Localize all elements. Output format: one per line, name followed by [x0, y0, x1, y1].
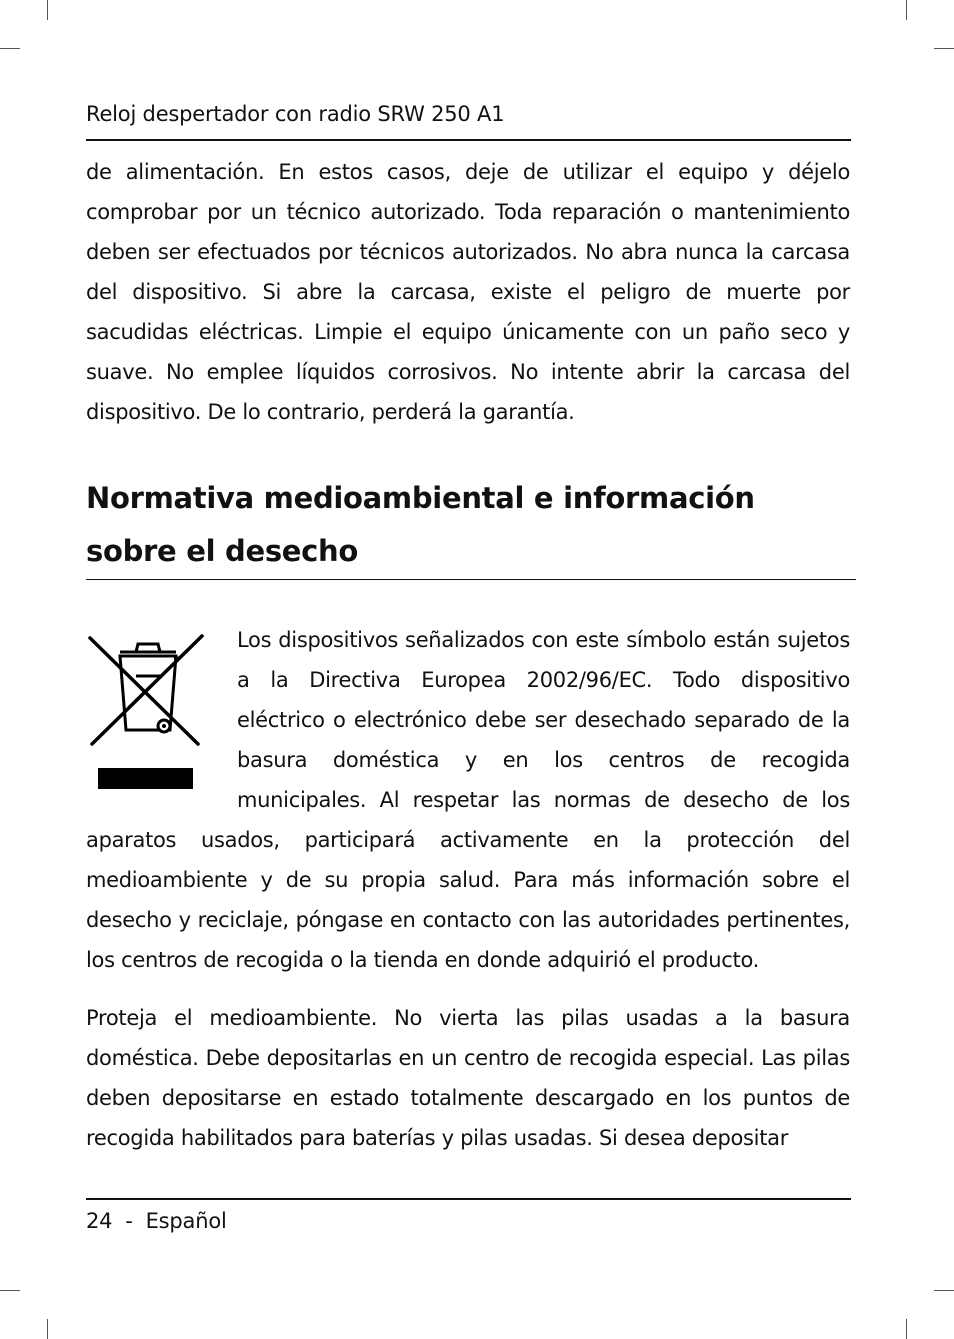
section-heading: Normativa medioambiental e información sobre el desecho	[86, 481, 755, 568]
crop-mark	[906, 0, 907, 20]
header-rule	[86, 139, 851, 141]
disposal-paragraph-text: Los dispositivos señalizados con este símbolo están sujetos a la Directiva Europea 2002/96/EC. Todo dispositivo eléctrico o electrónico debe ser desechado separado de la basura doméstica y en los centros de recogida municipales. Al respetar las normas de desecho de los aparatos usados, participará activamente en la protección del medioambiente y de su propia salud. Para más información sobre el desecho y reciclaje, póngase en contacto con las autoridades pertinentes, los centros de recogida o la tienda en donde adquirió el producto.	[86, 628, 850, 972]
battery-paragraph: Proteja el medioambiente. No vierta las pilas usadas a la basura doméstica. Debe depositarlas en un centro de recogida especial. Las pilas deben depositarse en estado totalmente descargado en los puntos de recogida habilitados para baterías y pilas usadas. Si desea depositar	[86, 1006, 850, 1150]
crop-mark	[906, 1319, 907, 1339]
crop-mark	[934, 48, 954, 49]
disposal-paragraph	[86, 620, 850, 980]
crop-mark	[47, 1319, 48, 1339]
footer-rule	[86, 1198, 851, 1200]
crop-mark	[47, 0, 48, 20]
heading-rule	[86, 579, 856, 580]
crop-mark	[0, 1290, 20, 1291]
page-footer	[86, 1206, 227, 1236]
running-header: Reloj despertador con radio SRW 250 A1	[86, 102, 505, 126]
crop-mark	[0, 48, 20, 49]
page-number-label: 24 - Español	[86, 1209, 227, 1233]
symbol-spacer	[86, 620, 237, 810]
intro-paragraph: de alimentación. En estos casos, deje de utilizar el equipo y déjelo comprobar por un técnico autorizado. Toda reparación o mantenimiento deben ser efectuados por técnicos autorizados. No abra nunca la carcasa del dispositivo. Si abre la carcasa, existe el peligro de muerte por sacudidas eléctricas. Limpie el equipo únicamente con un paño seco y suave. No emplee líquidos corrosivos. No intente abrir la carcasa del dispositivo. De lo contrario, perderá la garantía.	[86, 160, 850, 424]
crop-mark	[934, 1290, 954, 1291]
